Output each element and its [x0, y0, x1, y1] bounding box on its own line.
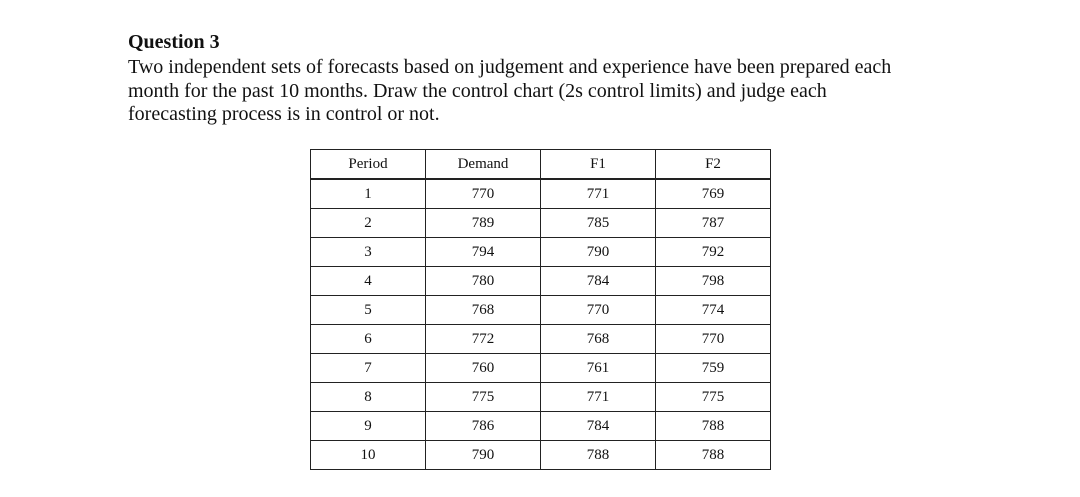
table-row [311, 412, 771, 441]
cell-period: 3 [311, 238, 426, 267]
question-text [128, 56, 1048, 127]
cell-f1: 771 [541, 179, 656, 209]
forecast-table [310, 149, 771, 470]
table-row [311, 325, 771, 354]
table-row [311, 354, 771, 383]
cell-demand: 790 [426, 441, 541, 470]
table-row [311, 441, 771, 470]
cell-f1: 768 [541, 325, 656, 354]
cell-f1: 790 [541, 238, 656, 267]
cell-demand: 789 [426, 209, 541, 238]
cell-period: 6 [311, 325, 426, 354]
cell-demand: 772 [426, 325, 541, 354]
cell-period: 5 [311, 296, 426, 325]
cell-f1: 788 [541, 441, 656, 470]
cell-f2: 787 [656, 209, 771, 238]
question-line: forecasting process is in control or not. [128, 103, 440, 125]
cell-f2: 769 [656, 179, 771, 209]
cell-demand: 760 [426, 354, 541, 383]
cell-period: 2 [311, 209, 426, 238]
cell-demand: 786 [426, 412, 541, 441]
cell-f2: 775 [656, 383, 771, 412]
cell-demand: 794 [426, 238, 541, 267]
column-header-period: Period [311, 150, 426, 180]
cell-f2: 770 [656, 325, 771, 354]
cell-f1: 784 [541, 412, 656, 441]
cell-f1: 784 [541, 267, 656, 296]
question-line: month for the past 10 months. Draw the control chart (2s control limits) and judge each [128, 79, 827, 102]
table-row [311, 267, 771, 296]
cell-f1: 771 [541, 383, 656, 412]
cell-demand: 775 [426, 383, 541, 412]
table-row [311, 296, 771, 325]
cell-period: 10 [311, 441, 426, 470]
table-row [311, 238, 771, 267]
table-row [311, 383, 771, 412]
cell-demand: 768 [426, 296, 541, 325]
cell-f2: 759 [656, 354, 771, 383]
question-line: Two independent sets of forecasts based on judgement and experience have been prepared each [128, 56, 892, 78]
table-header-row [311, 150, 771, 180]
table-row [311, 209, 771, 238]
cell-period: 7 [311, 354, 426, 383]
cell-period: 1 [311, 179, 426, 209]
cell-period: 4 [311, 267, 426, 296]
cell-f1: 770 [541, 296, 656, 325]
column-header-f2: F2 [656, 150, 771, 180]
column-header-f1: F1 [541, 150, 656, 180]
cell-demand: 770 [426, 179, 541, 209]
cell-f2: 792 [656, 238, 771, 267]
table-row [311, 179, 771, 209]
cell-f1: 761 [541, 354, 656, 383]
column-header-demand: Demand [426, 150, 541, 180]
cell-f2: 788 [656, 441, 771, 470]
question-title: Question 3 [128, 31, 220, 53]
cell-period: 8 [311, 383, 426, 412]
cell-f2: 788 [656, 412, 771, 441]
cell-f2: 774 [656, 296, 771, 325]
cell-demand: 780 [426, 267, 541, 296]
cell-f1: 785 [541, 209, 656, 238]
cell-period: 9 [311, 412, 426, 441]
cell-f2: 798 [656, 267, 771, 296]
